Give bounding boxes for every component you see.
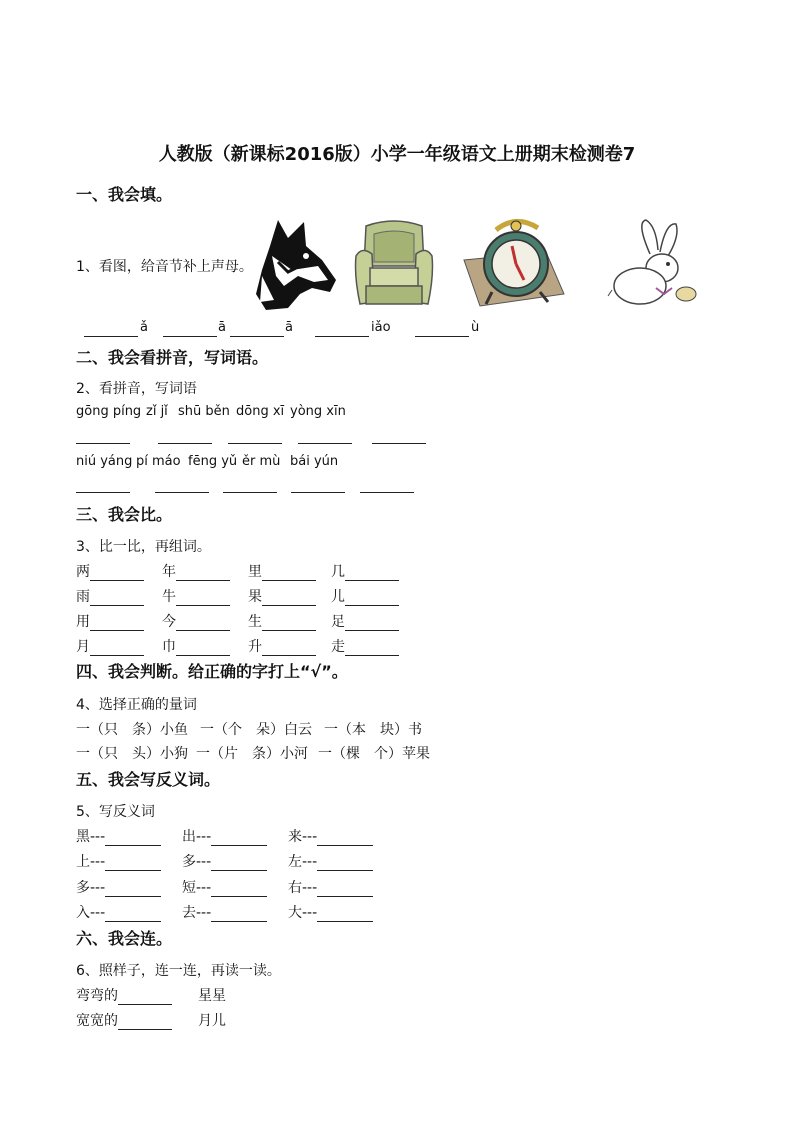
- measure-word-choice[interactable]: 一（个 朵）白云: [200, 722, 312, 738]
- measure-word-choice[interactable]: 一（只 条）小鱼: [76, 722, 188, 738]
- pinyin-syllable: ù: [471, 320, 480, 335]
- compare-row: [248, 561, 316, 581]
- answer-blank[interactable]: [345, 640, 399, 656]
- armchair-picture: [352, 216, 436, 312]
- answer-blank[interactable]: [211, 881, 267, 897]
- answer-blank[interactable]: [105, 855, 161, 871]
- character: 今: [162, 614, 176, 630]
- match-left-label: 弯弯的: [76, 988, 118, 1004]
- pinyin-syllable: ā: [285, 320, 293, 335]
- compare-row: [248, 636, 316, 656]
- answer-blank[interactable]: [118, 1014, 172, 1030]
- answer-blank[interactable]: [84, 336, 138, 337]
- question-2: 2、看拼音，写词语: [76, 381, 197, 397]
- answer-blank[interactable]: [415, 336, 469, 337]
- character: 入---: [76, 905, 106, 921]
- pinyin-word: ěr mù: [242, 454, 281, 469]
- answer-blank[interactable]: [105, 830, 161, 846]
- compare-row: [162, 636, 230, 656]
- answer-blank[interactable]: [76, 443, 130, 444]
- character: 左---: [288, 854, 318, 870]
- answer-blank[interactable]: [317, 830, 373, 846]
- measure-word-choice[interactable]: 一（只 头）小狗: [76, 746, 188, 762]
- character: 月: [76, 639, 90, 655]
- answer-blank[interactable]: [262, 615, 316, 631]
- compare-row: [76, 586, 144, 606]
- answer-blank[interactable]: [176, 615, 230, 631]
- question-3: 3、比一比，再组词。: [76, 539, 211, 555]
- character: 去---: [182, 905, 212, 921]
- compare-row: [162, 561, 230, 581]
- section-6-heading: 六、我会连。: [76, 929, 173, 948]
- antonym-item: [182, 877, 267, 897]
- measure-word-choice[interactable]: 一（本 块）书: [324, 722, 422, 738]
- antonym-item: [76, 902, 161, 922]
- answer-blank[interactable]: [230, 336, 284, 337]
- antonym-item: [288, 877, 373, 897]
- horse-head-picture: [248, 216, 344, 312]
- compare-row: [76, 611, 144, 631]
- pinyin-word: gōng píng: [76, 404, 142, 419]
- character: 牛: [162, 589, 176, 605]
- pinyin-syllable: ǎ: [140, 320, 148, 335]
- answer-blank[interactable]: [345, 565, 399, 581]
- character: 黑---: [76, 829, 106, 845]
- match-left-item: [76, 1010, 172, 1030]
- answer-blank[interactable]: [176, 640, 230, 656]
- answer-blank[interactable]: [155, 492, 209, 493]
- measure-word-choice[interactable]: 一（片 条）小河: [196, 746, 308, 762]
- character: 上---: [76, 854, 106, 870]
- character: 用: [76, 614, 90, 630]
- compare-row: [248, 611, 316, 631]
- antonym-item: [288, 851, 373, 871]
- answer-blank[interactable]: [211, 906, 267, 922]
- answer-blank[interactable]: [90, 590, 144, 606]
- answer-blank[interactable]: [176, 590, 230, 606]
- character: 儿: [331, 589, 345, 605]
- measure-word-choice[interactable]: 一（棵 个）苹果: [318, 746, 430, 762]
- rabbit-picture: [606, 216, 710, 312]
- answer-blank[interactable]: [291, 492, 345, 493]
- character: 出---: [182, 829, 212, 845]
- character: 生: [248, 614, 262, 630]
- answer-blank[interactable]: [360, 492, 414, 493]
- character: 年: [162, 564, 176, 580]
- antonym-item: [76, 877, 161, 897]
- answer-blank[interactable]: [315, 336, 369, 337]
- compare-row: [331, 636, 399, 656]
- compare-row: [162, 586, 230, 606]
- antonym-item: [288, 826, 373, 846]
- antonym-item: [182, 902, 267, 922]
- match-right-item[interactable]: 星星: [198, 988, 226, 1004]
- section-5-heading: 五、我会写反义词。: [76, 770, 221, 789]
- compare-row: [331, 611, 399, 631]
- character: 果: [248, 589, 262, 605]
- pinyin-word: zǐ jǐ: [146, 404, 168, 419]
- pinyin-syllable: iǎo: [371, 320, 391, 335]
- character: 大---: [288, 905, 318, 921]
- answer-blank[interactable]: [298, 443, 352, 444]
- character: 里: [248, 564, 262, 580]
- compare-row: [248, 586, 316, 606]
- character: 足: [331, 614, 345, 630]
- character: 来---: [288, 829, 318, 845]
- match-left-item: [76, 985, 172, 1005]
- character: 两: [76, 564, 90, 580]
- answer-blank[interactable]: [228, 443, 282, 444]
- character: 升: [248, 639, 262, 655]
- answer-blank[interactable]: [262, 640, 316, 656]
- character: 多---: [76, 880, 106, 896]
- compare-row: [331, 586, 399, 606]
- compare-row: [76, 636, 144, 656]
- match-right-item[interactable]: 月儿: [198, 1013, 226, 1029]
- character: 巾: [162, 639, 176, 655]
- compare-row: [162, 611, 230, 631]
- pinyin-word: shū běn: [178, 404, 230, 419]
- question-5: 5、写反义词: [76, 804, 155, 820]
- answer-blank[interactable]: [317, 855, 373, 871]
- section-2-heading: 二、我会看拼音，写词语。: [76, 348, 269, 367]
- pinyin-word: fēng yǔ: [188, 454, 238, 469]
- question-4: 4、选择正确的量词: [76, 697, 197, 713]
- question-6: 6、照样子，连一连，再读一读。: [76, 963, 281, 979]
- character: 多---: [182, 854, 212, 870]
- compare-row: [76, 561, 144, 581]
- pinyin-word: dōng xī: [236, 404, 285, 419]
- answer-blank[interactable]: [345, 590, 399, 606]
- antonym-item: [288, 902, 373, 922]
- answer-blank[interactable]: [223, 492, 277, 493]
- answer-blank[interactable]: [90, 615, 144, 631]
- antonym-item: [182, 826, 267, 846]
- answer-blank[interactable]: [372, 443, 426, 444]
- answer-blank[interactable]: [262, 590, 316, 606]
- character: 雨: [76, 589, 90, 605]
- match-left-label: 宽宽的: [76, 1013, 118, 1029]
- answer-blank[interactable]: [317, 881, 373, 897]
- answer-blank[interactable]: [211, 855, 267, 871]
- antonym-item: [182, 851, 267, 871]
- pinyin-syllable: ā: [218, 320, 226, 335]
- pinyin-word: yòng xīn: [290, 404, 346, 419]
- antonym-item: [76, 851, 161, 871]
- antonym-item: [76, 826, 161, 846]
- character: 走: [331, 639, 345, 655]
- answer-blank[interactable]: [262, 565, 316, 581]
- answer-blank[interactable]: [105, 881, 161, 897]
- answer-blank[interactable]: [163, 336, 217, 337]
- answer-blank[interactable]: [345, 615, 399, 631]
- alarm-clock-picture: [462, 214, 566, 310]
- answer-blank[interactable]: [90, 640, 144, 656]
- answer-blank[interactable]: [76, 492, 130, 493]
- pinyin-word: bái yún: [290, 454, 339, 469]
- page-title: 人教版（新课标2016版）小学一年级语文上册期末检测卷7: [158, 144, 636, 165]
- section-3-heading: 三、我会比。: [76, 505, 173, 524]
- pinyin-word: niú yáng: [76, 454, 133, 469]
- answer-blank[interactable]: [118, 989, 172, 1005]
- compare-row: [331, 561, 399, 581]
- character: 几: [331, 564, 345, 580]
- character: 短---: [182, 880, 212, 896]
- answer-blank[interactable]: [176, 565, 230, 581]
- answer-blank[interactable]: [90, 565, 144, 581]
- section-1-heading: 一、我会填。: [76, 185, 173, 204]
- pinyin-word: pí máo: [136, 454, 181, 469]
- answer-blank[interactable]: [317, 906, 373, 922]
- answer-blank[interactable]: [211, 830, 267, 846]
- answer-blank[interactable]: [158, 443, 212, 444]
- question-1: 1、看图，给音节补上声母。: [76, 259, 253, 275]
- section-4-heading: 四、我会判断。给正确的字打上“√”。: [76, 662, 348, 681]
- character: 右---: [288, 880, 318, 896]
- answer-blank[interactable]: [105, 906, 161, 922]
